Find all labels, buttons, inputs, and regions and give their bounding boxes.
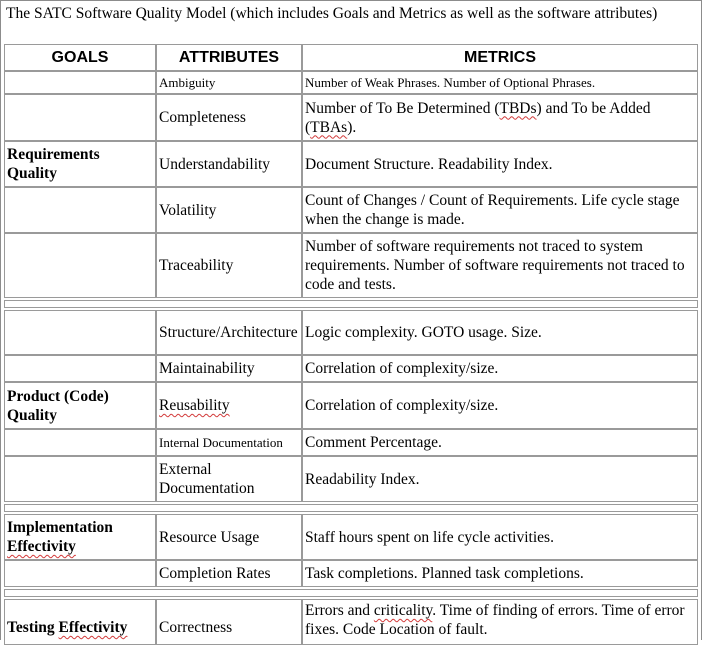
attribute-cell: Structure/Architecture <box>156 310 302 355</box>
metric-cell: Number of software requirements not traced to system requirements. Number of software requirements not traced to code and tests. <box>302 233 698 298</box>
attribute-cell: Maintainability <box>156 355 302 382</box>
header-metrics: METRICS <box>302 44 698 71</box>
attribute-cell: Correctness <box>156 599 302 645</box>
header-goals: GOALS <box>4 44 156 71</box>
goal-implementation-effectivity: Implementation Effectivity <box>4 514 156 560</box>
metric-cell: Correlation of complexity/size. <box>302 382 698 429</box>
metric-cell: Number of To Be Determined (TBDs) and To be Added (TBAs). <box>302 94 698 141</box>
attribute-cell: Traceability <box>156 233 302 298</box>
goal-cell-empty <box>4 429 156 456</box>
section-separator <box>4 300 698 308</box>
section-separator <box>4 589 698 597</box>
attribute-cell: Resource Usage <box>156 514 302 560</box>
attribute-cell: Understandability <box>156 141 302 187</box>
metric-cell: Staff hours spent on life cycle activities. <box>302 514 698 560</box>
goal-cell-empty <box>4 310 156 355</box>
goal-cell-empty <box>4 187 156 233</box>
goal-cell-empty <box>4 560 156 587</box>
metric-cell: Correlation of complexity/size. <box>302 355 698 382</box>
attribute-cell: Reusability <box>156 382 302 429</box>
attribute-cell: Volatility <box>156 187 302 233</box>
goal-cell-empty <box>4 94 156 141</box>
goal-cell-empty <box>4 456 156 502</box>
attribute-cell: Internal Documentation <box>156 429 302 456</box>
metric-cell: Errors and criticality. Time of finding of errors. Time of error fixes. Code Location of fault. <box>302 599 698 645</box>
metric-cell: Readability Index. <box>302 456 698 502</box>
header-attributes: ATTRIBUTES <box>156 44 302 71</box>
metric-cell: Task completions. Planned task completions. <box>302 560 698 587</box>
metric-cell: Comment Percentage. <box>302 429 698 456</box>
goal-product-quality: Product (Code) Quality <box>4 382 156 429</box>
metric-cell: Document Structure. Readability Index. <box>302 141 698 187</box>
attribute-cell: Completion Rates <box>156 560 302 587</box>
goal-cell-empty <box>4 355 156 382</box>
attribute-cell: Completeness <box>156 94 302 141</box>
metric-cell: Logic complexity. GOTO usage. Size. <box>302 310 698 355</box>
goal-requirements-quality: Requirements Quality <box>4 141 156 187</box>
attribute-cell: Ambiguity <box>156 71 302 94</box>
section-separator <box>4 504 698 512</box>
metric-cell: Count of Changes / Count of Requirements. Life cycle stage when the change is made. <box>302 187 698 233</box>
table-caption: The SATC Software Quality Model (which includes Goals and Metrics as well as the software attributes) <box>6 5 658 22</box>
attribute-cell: External Documentation <box>156 456 302 502</box>
goal-cell-empty <box>4 233 156 298</box>
goal-testing-effectivity: Testing Effectivity <box>4 599 156 645</box>
metric-cell: Number of Weak Phrases. Number of Optional Phrases. <box>302 71 698 94</box>
goal-cell-empty <box>4 71 156 94</box>
